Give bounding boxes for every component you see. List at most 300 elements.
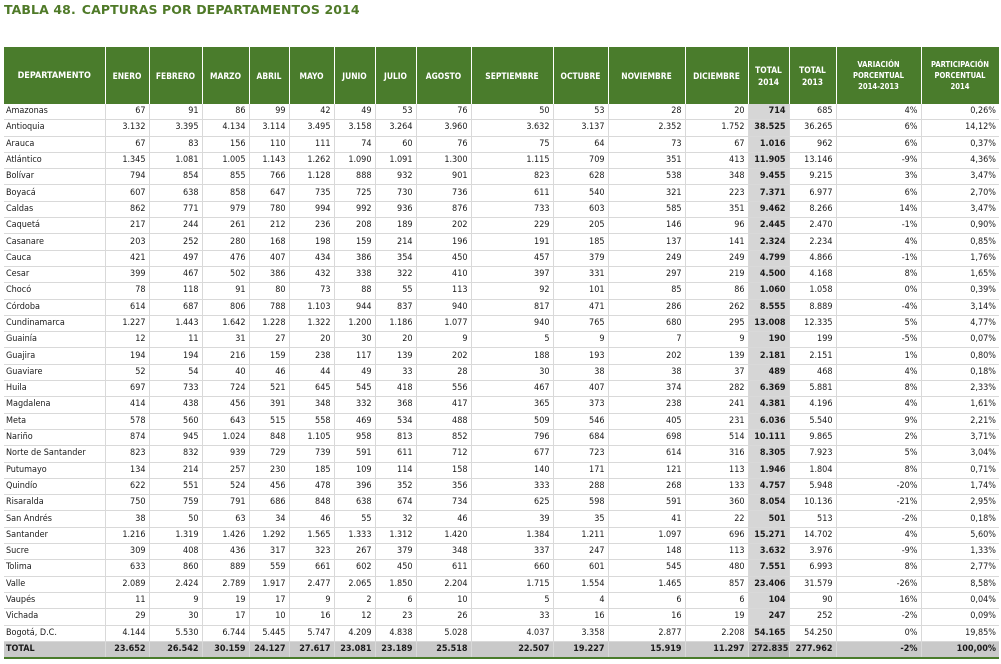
cell-enero: 633 [105, 560, 149, 576]
cell-septiembre: 940 [471, 315, 553, 331]
total-cell-participacion: 100,00% [921, 641, 999, 658]
cell-octubre: 601 [553, 560, 608, 576]
cell-octubre: 38 [553, 364, 608, 380]
cell-diciembre: 133 [685, 478, 748, 494]
table-number: TABLA 48. [4, 2, 76, 17]
cell-junio: 888 [334, 169, 375, 185]
cell-total-2014: 9.455 [748, 169, 789, 185]
header-month: ENERO [105, 47, 149, 104]
cell-septiembre: 611 [471, 185, 553, 201]
cell-septiembre: 365 [471, 397, 553, 413]
cell-agosto: 196 [416, 234, 471, 250]
cell-marzo: 91 [202, 283, 249, 299]
cell-julio: 354 [375, 250, 416, 266]
cell-marzo: 791 [202, 495, 249, 511]
cell-participacion: 1,61% [921, 397, 999, 413]
header-month: AGOSTO [416, 47, 471, 104]
cell-abril: 46 [249, 364, 289, 380]
cell-julio: 379 [375, 544, 416, 560]
cell-total-2014: 7.371 [748, 185, 789, 201]
total-cell-marzo: 30.159 [202, 641, 249, 658]
cell-julio: 450 [375, 560, 416, 576]
cell-agosto: 410 [416, 266, 471, 282]
cell-octubre: 101 [553, 283, 608, 299]
cell-departamento: Atlántico [4, 152, 105, 168]
cell-diciembre: 231 [685, 413, 748, 429]
cell-marzo: 17 [202, 609, 249, 625]
cell-total-2013: 2.470 [789, 218, 836, 234]
cell-participacion: 3,14% [921, 299, 999, 315]
cell-total-2013: 5.881 [789, 381, 836, 397]
total-cell-total-2014: 272.835 [748, 641, 789, 658]
cell-octubre: 4 [553, 592, 608, 608]
cell-noviembre: 321 [608, 185, 685, 201]
cell-total-2014: 190 [748, 332, 789, 348]
table-row [4, 576, 999, 592]
cell-enero: 52 [105, 364, 149, 380]
cell-mayo: 1.565 [289, 527, 334, 543]
cell-septiembre: 1.715 [471, 576, 553, 592]
total-cell-abril: 24.127 [249, 641, 289, 658]
table-row [4, 544, 999, 560]
header-variacion [836, 47, 921, 104]
cell-agosto: 488 [416, 413, 471, 429]
cell-total-2013: 7.923 [789, 446, 836, 462]
header-total-2014-line1: TOTAL [755, 64, 782, 75]
cell-octubre: 35 [553, 511, 608, 527]
cell-total-2013: 9.215 [789, 169, 836, 185]
cell-agosto: 348 [416, 544, 471, 560]
cell-octubre: 16 [553, 609, 608, 625]
cell-departamento: San Andrés [4, 511, 105, 527]
cell-septiembre: 3.632 [471, 120, 553, 136]
cell-abril: 780 [249, 201, 289, 217]
cell-enero: 2.089 [105, 576, 149, 592]
cell-mayo: 434 [289, 250, 334, 266]
cell-mayo: 2.477 [289, 576, 334, 592]
cell-total-2013: 54.250 [789, 625, 836, 641]
cell-septiembre: 92 [471, 283, 553, 299]
cell-abril: 159 [249, 348, 289, 364]
cell-agosto: 940 [416, 299, 471, 315]
cell-variacion: -9% [836, 544, 921, 560]
cell-total-2014: 4.500 [748, 266, 789, 282]
table-title [4, 2, 360, 17]
cell-enero: 67 [105, 104, 149, 120]
cell-marzo: 456 [202, 397, 249, 413]
cell-noviembre: 28 [608, 104, 685, 120]
cell-abril: 99 [249, 104, 289, 120]
cell-participacion: 3,47% [921, 169, 999, 185]
cell-total-2013: 513 [789, 511, 836, 527]
cell-febrero: 687 [149, 299, 202, 315]
cell-participacion: 3,04% [921, 446, 999, 462]
cell-diciembre: 2.208 [685, 625, 748, 641]
cell-departamento: Arauca [4, 136, 105, 152]
cell-septiembre: 5 [471, 592, 553, 608]
cell-junio: 30 [334, 332, 375, 348]
cell-junio: 469 [334, 413, 375, 429]
cell-octubre: 64 [553, 136, 608, 152]
cell-septiembre: 140 [471, 462, 553, 478]
cell-total-2013: 1.058 [789, 283, 836, 299]
cell-variacion: 1% [836, 348, 921, 364]
cell-octubre: 723 [553, 446, 608, 462]
table-row [4, 283, 999, 299]
cell-marzo: 1.024 [202, 429, 249, 445]
cell-julio: 837 [375, 299, 416, 315]
cell-departamento: Guainía [4, 332, 105, 348]
cell-variacion: -4% [836, 299, 921, 315]
cell-mayo: 1.105 [289, 429, 334, 445]
total-cell-total-2013: 277.962 [789, 641, 836, 658]
cell-noviembre: 698 [608, 429, 685, 445]
cell-enero: 11 [105, 592, 149, 608]
cell-abril: 5.445 [249, 625, 289, 641]
cell-octubre: 3.358 [553, 625, 608, 641]
cell-febrero: 214 [149, 462, 202, 478]
cell-julio: 139 [375, 348, 416, 364]
cell-febrero: 244 [149, 218, 202, 234]
cell-agosto: 356 [416, 478, 471, 494]
cell-abril: 1.228 [249, 315, 289, 331]
cell-octubre: 247 [553, 544, 608, 560]
cell-noviembre: 2.352 [608, 120, 685, 136]
cell-mayo: 42 [289, 104, 334, 120]
cell-mayo: 236 [289, 218, 334, 234]
cell-junio: 55 [334, 511, 375, 527]
cell-junio: 725 [334, 185, 375, 201]
table-row [4, 413, 999, 429]
cell-febrero: 91 [149, 104, 202, 120]
cell-total-2013: 2.151 [789, 348, 836, 364]
cell-septiembre: 4.037 [471, 625, 553, 641]
cell-participacion: 19,85% [921, 625, 999, 641]
cell-junio: 338 [334, 266, 375, 282]
cell-total-2014: 15.271 [748, 527, 789, 543]
cell-octubre: 373 [553, 397, 608, 413]
cell-febrero: 54 [149, 364, 202, 380]
cell-noviembre: 351 [608, 152, 685, 168]
cell-total-2014: 23.406 [748, 576, 789, 592]
cell-abril: 729 [249, 446, 289, 462]
cell-variacion: -26% [836, 576, 921, 592]
cell-variacion: 0% [836, 283, 921, 299]
cell-total-2014: 10.111 [748, 429, 789, 445]
cell-septiembre: 677 [471, 446, 553, 462]
cell-noviembre: 2.877 [608, 625, 685, 641]
cell-junio: 159 [334, 234, 375, 250]
table-row [4, 397, 999, 413]
cell-julio: 730 [375, 185, 416, 201]
cell-total-2013: 6.993 [789, 560, 836, 576]
cell-mayo: 20 [289, 332, 334, 348]
cell-diciembre: 514 [685, 429, 748, 445]
cell-septiembre: 50 [471, 104, 553, 120]
cell-julio: 189 [375, 218, 416, 234]
table-row [4, 299, 999, 315]
cell-septiembre: 337 [471, 544, 553, 560]
cell-mayo: 238 [289, 348, 334, 364]
cell-abril: 559 [249, 560, 289, 576]
cell-enero: 607 [105, 185, 149, 201]
cell-febrero: 832 [149, 446, 202, 462]
total-cell-diciembre: 11.297 [685, 641, 748, 658]
total-cell-octubre: 19.227 [553, 641, 608, 658]
cell-departamento: Quindío [4, 478, 105, 494]
cell-agosto: 26 [416, 609, 471, 625]
cell-octubre: 684 [553, 429, 608, 445]
cell-variacion: 4% [836, 364, 921, 380]
cell-agosto: 113 [416, 283, 471, 299]
table-row [4, 478, 999, 494]
cell-departamento: Magdalena [4, 397, 105, 413]
cell-total-2014: 11.905 [748, 152, 789, 168]
cell-abril: 34 [249, 511, 289, 527]
cell-septiembre: 1.115 [471, 152, 553, 168]
cell-marzo: 1.642 [202, 315, 249, 331]
cell-diciembre: 223 [685, 185, 748, 201]
cell-agosto: 1.300 [416, 152, 471, 168]
cell-septiembre: 191 [471, 234, 553, 250]
cell-total-2014: 6.036 [748, 413, 789, 429]
cell-febrero: 83 [149, 136, 202, 152]
cell-abril: 407 [249, 250, 289, 266]
total-cell-agosto: 25.518 [416, 641, 471, 658]
cell-mayo: 73 [289, 283, 334, 299]
cell-variacion: 2% [836, 429, 921, 445]
cell-participacion: 1,74% [921, 478, 999, 494]
cell-noviembre: 85 [608, 283, 685, 299]
cell-participacion: 4,77% [921, 315, 999, 331]
cell-participacion: 0,71% [921, 462, 999, 478]
table-caption: CAPTURAS POR DEPARTAMENTOS 2014 [81, 2, 360, 17]
table-row [4, 446, 999, 462]
cell-diciembre: 413 [685, 152, 748, 168]
cell-septiembre: 817 [471, 299, 553, 315]
cell-variacion: 5% [836, 315, 921, 331]
cell-participacion: 0,07% [921, 332, 999, 348]
cell-febrero: 408 [149, 544, 202, 560]
cell-enero: 1.345 [105, 152, 149, 168]
cell-noviembre: 202 [608, 348, 685, 364]
cell-departamento: Risaralda [4, 495, 105, 511]
cell-marzo: 502 [202, 266, 249, 282]
cell-diciembre: 282 [685, 381, 748, 397]
cell-marzo: 280 [202, 234, 249, 250]
table-row [4, 364, 999, 380]
cell-diciembre: 37 [685, 364, 748, 380]
cell-marzo: 939 [202, 446, 249, 462]
table-row [4, 609, 999, 625]
cell-octubre: 193 [553, 348, 608, 364]
cell-diciembre: 96 [685, 218, 748, 234]
header-month: DICIEMBRE [685, 47, 748, 104]
cell-febrero: 854 [149, 169, 202, 185]
header-total-2014 [748, 47, 789, 104]
cell-marzo: 1.426 [202, 527, 249, 543]
header-month: FEBRERO [149, 47, 202, 104]
cell-participacion: 0,85% [921, 234, 999, 250]
cell-febrero: 945 [149, 429, 202, 445]
cell-departamento: Bolívar [4, 169, 105, 185]
cell-mayo: 645 [289, 381, 334, 397]
cell-julio: 611 [375, 446, 416, 462]
total-cell-departamento: TOTAL [4, 641, 105, 658]
cell-agosto: 901 [416, 169, 471, 185]
cell-junio: 992 [334, 201, 375, 217]
cell-septiembre: 333 [471, 478, 553, 494]
total-cell-julio: 23.189 [375, 641, 416, 658]
cell-junio: 88 [334, 283, 375, 299]
cell-junio: 74 [334, 136, 375, 152]
cell-julio: 214 [375, 234, 416, 250]
cell-marzo: 855 [202, 169, 249, 185]
cell-total-2014: 1.946 [748, 462, 789, 478]
cell-mayo: 739 [289, 446, 334, 462]
cell-febrero: 733 [149, 381, 202, 397]
cell-abril: 647 [249, 185, 289, 201]
total-cell-mayo: 27.617 [289, 641, 334, 658]
cell-agosto: 28 [416, 364, 471, 380]
cell-total-2014: 489 [748, 364, 789, 380]
cell-marzo: 40 [202, 364, 249, 380]
cell-junio: 208 [334, 218, 375, 234]
cell-diciembre: 262 [685, 299, 748, 315]
cell-agosto: 417 [416, 397, 471, 413]
cell-noviembre: 38 [608, 364, 685, 380]
table-row [4, 592, 999, 608]
cell-febrero: 497 [149, 250, 202, 266]
cell-marzo: 257 [202, 462, 249, 478]
cell-enero: 217 [105, 218, 149, 234]
cell-agosto: 876 [416, 201, 471, 217]
cell-enero: 134 [105, 462, 149, 478]
cell-variacion: 4% [836, 104, 921, 120]
cell-enero: 578 [105, 413, 149, 429]
header-variacion-line2: PORCENTUAL [852, 71, 905, 80]
cell-participacion: 2,21% [921, 413, 999, 429]
cell-total-2013: 36.265 [789, 120, 836, 136]
cell-variacion: -2% [836, 511, 921, 527]
cell-agosto: 158 [416, 462, 471, 478]
cell-diciembre: 20 [685, 104, 748, 120]
cell-octubre: 709 [553, 152, 608, 168]
cell-enero: 194 [105, 348, 149, 364]
cell-junio: 1.090 [334, 152, 375, 168]
cell-departamento: Guaviare [4, 364, 105, 380]
cell-variacion: -20% [836, 478, 921, 494]
cell-octubre: 407 [553, 381, 608, 397]
cell-junio: 117 [334, 348, 375, 364]
cell-junio: 1.333 [334, 527, 375, 543]
cell-septiembre: 733 [471, 201, 553, 217]
cell-total-2014: 2.324 [748, 234, 789, 250]
cell-enero: 1.227 [105, 315, 149, 331]
cell-total-2013: 8.266 [789, 201, 836, 217]
cell-diciembre: 22 [685, 511, 748, 527]
cell-octubre: 765 [553, 315, 608, 331]
cell-febrero: 2.424 [149, 576, 202, 592]
cell-participacion: 1,76% [921, 250, 999, 266]
cell-julio: 1.312 [375, 527, 416, 543]
cell-variacion: -5% [836, 332, 921, 348]
cell-participacion: 2,77% [921, 560, 999, 576]
cell-julio: 932 [375, 169, 416, 185]
cell-abril: 515 [249, 413, 289, 429]
cell-marzo: 19 [202, 592, 249, 608]
cell-total-2013: 12.335 [789, 315, 836, 331]
total-cell-enero: 23.652 [105, 641, 149, 658]
cell-septiembre: 1.384 [471, 527, 553, 543]
cell-marzo: 216 [202, 348, 249, 364]
header-row [4, 47, 999, 104]
cell-agosto: 202 [416, 348, 471, 364]
cell-julio: 20 [375, 332, 416, 348]
cell-marzo: 63 [202, 511, 249, 527]
cell-enero: 203 [105, 234, 149, 250]
cell-participacion: 1,33% [921, 544, 999, 560]
cell-marzo: 724 [202, 381, 249, 397]
cell-enero: 309 [105, 544, 149, 560]
total-cell-febrero: 26.542 [149, 641, 202, 658]
cell-noviembre: 591 [608, 495, 685, 511]
cell-total-2013: 199 [789, 332, 836, 348]
total-cell-septiembre: 22.507 [471, 641, 553, 658]
header-total-2013-line1: TOTAL [799, 64, 826, 75]
cell-noviembre: 73 [608, 136, 685, 152]
cell-departamento: Boyacá [4, 185, 105, 201]
cell-julio: 6 [375, 592, 416, 608]
cell-octubre: 1.211 [553, 527, 608, 543]
cell-septiembre: 625 [471, 495, 553, 511]
cell-departamento: Meta [4, 413, 105, 429]
cell-total-2014: 9.462 [748, 201, 789, 217]
cell-julio: 114 [375, 462, 416, 478]
cell-febrero: 551 [149, 478, 202, 494]
table-row [4, 201, 999, 217]
cell-febrero: 30 [149, 609, 202, 625]
cell-participacion: 0,18% [921, 511, 999, 527]
cell-noviembre: 297 [608, 266, 685, 282]
cell-variacion: 8% [836, 462, 921, 478]
cell-participacion: 4,36% [921, 152, 999, 168]
cell-participacion: 1,65% [921, 266, 999, 282]
cell-julio: 936 [375, 201, 416, 217]
cell-junio: 944 [334, 299, 375, 315]
cell-variacion: -1% [836, 250, 921, 266]
cell-junio: 386 [334, 250, 375, 266]
cell-octubre: 379 [553, 250, 608, 266]
cell-diciembre: 6 [685, 592, 748, 608]
cell-agosto: 2.204 [416, 576, 471, 592]
cell-variacion: 14% [836, 201, 921, 217]
cell-septiembre: 30 [471, 364, 553, 380]
header-total-2013-line2: 2013 [802, 76, 823, 87]
cell-total-2014: 247 [748, 609, 789, 625]
cell-septiembre: 397 [471, 266, 553, 282]
cell-abril: 766 [249, 169, 289, 185]
header-month: NOVIEMBRE [608, 47, 685, 104]
table-row [4, 120, 999, 136]
cell-octubre: 628 [553, 169, 608, 185]
cell-julio: 60 [375, 136, 416, 152]
table-row [4, 136, 999, 152]
cell-mayo: 44 [289, 364, 334, 380]
cell-participacion: 0,09% [921, 609, 999, 625]
cell-julio: 4.838 [375, 625, 416, 641]
cell-febrero: 759 [149, 495, 202, 511]
